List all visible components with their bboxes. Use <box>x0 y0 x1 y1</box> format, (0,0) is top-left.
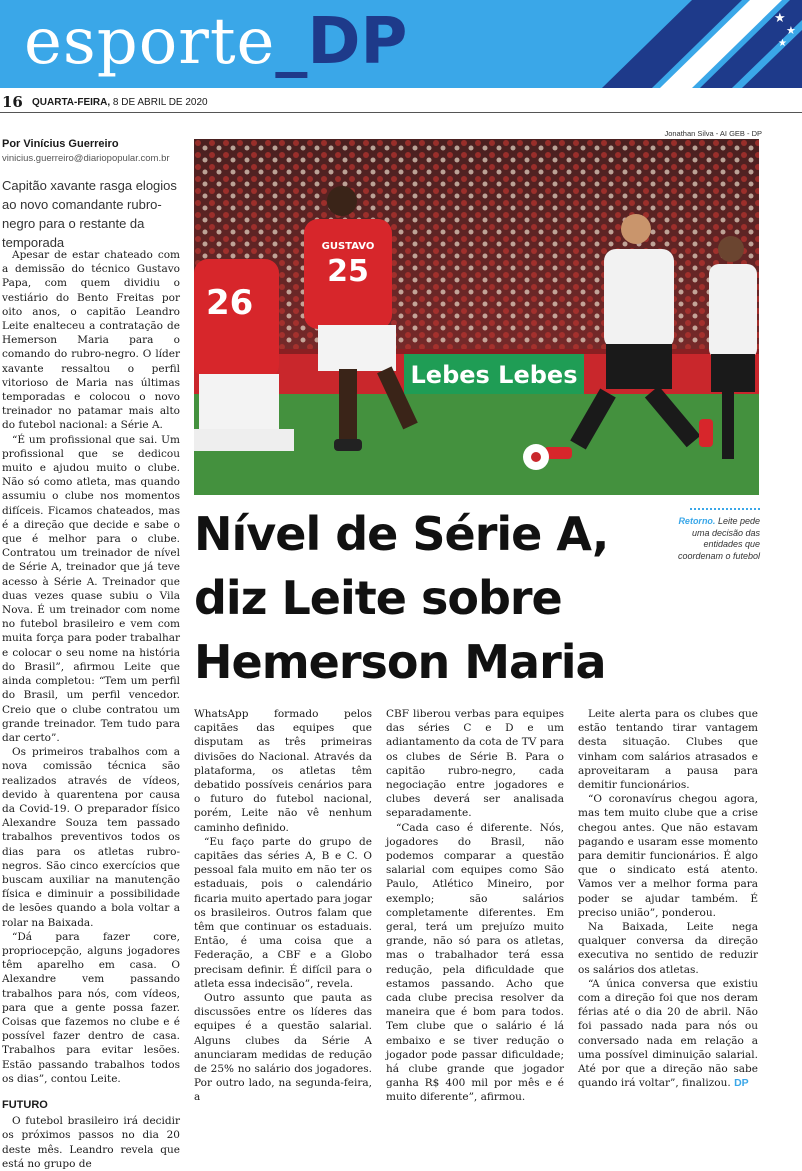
photo-caption <box>668 516 760 562</box>
jersey-number-center: 25 <box>327 254 369 289</box>
stripes-stars-decoration <box>542 0 802 88</box>
sponsor-text: Lebes Lebes <box>410 361 578 389</box>
subhead-futuro: FUTURO <box>2 1098 48 1111</box>
svg-text:★: ★ <box>778 38 787 49</box>
paragraph: Leite alerta para os clubes que estão tentando tirar vantagem desta situação. Clubes que vinham com salários atrasados e aproveitaram a pausa para demitir funcionários. <box>578 708 758 792</box>
section-word: esporte <box>24 5 276 79</box>
paragraph: Os primeiros trabalhos com a nova comissão técnica são realizados através de vídeos, devido à quarentena por causa da Covid-19. O preparador físico Alexandre Souza tem passado trabalhos preventivos todos os dias para os atletas rubro-negros. São cinco exercícios que buscam auxiliar na manutenção física e diminuir a possibilidade de lesões quando a bola voltar a rolar na Baixada. <box>2 746 180 929</box>
byline: Por Vinícius Guerreiro <box>2 138 119 150</box>
svg-text:★: ★ <box>774 11 786 26</box>
column-3 <box>386 707 564 1105</box>
issue-date <box>32 97 208 108</box>
paragraph: “O coronavírus chegou agora, mas tem muito clube que a crise chegou antes. Que não estavam pagando e usaram esse momento para demitir funcionários. É algo que o sindicato está atento. Vamos ver a melhor forma para poder se ajudar também. É preciso união”, ponderou. <box>578 793 758 919</box>
paragraph: “Dá para fazer core, propriocepção, alguns jogadores têm aparelho em casa. O Alexandre vem passando trabalhos para nós, com vídeos, para que a gente possa fazer. Coisas que fazemos no clube e é possível fazer dentro de casa. Trabalhos para evitar lesões. Estão passando trabalhos todos os dias”, contou Leite. <box>2 930 180 1085</box>
caption-text: Leite pede uma decisão das entidades que coordenam o futebol <box>677 516 760 561</box>
column-1 <box>2 248 180 1171</box>
section-banner <box>0 0 802 88</box>
paragraph: “Eu faço parte do grupo de capitães das séries A, B e C. O pessoal fala muito em não ter os estaduais, pois o calendário ficaria muito apertado para jogar os brasileiros. Outros falam que têm que continuar os estaduais. Então, é uma coisa que a Federação, a CBF e a Globo precisam definir. É difícil para o atleta essa indecisão”, revela. <box>194 835 372 990</box>
svg-text:★: ★ <box>786 24 796 37</box>
brand-logo: _DP <box>275 5 408 79</box>
column-2 <box>194 707 372 1105</box>
jersey-name: GUSTAVO <box>321 241 375 252</box>
jersey-number-left: 26 <box>206 283 254 323</box>
match-photo-illustration <box>194 139 759 495</box>
author-email: vinicius.guerreiro@diariopopular.com.br <box>2 153 170 164</box>
paragraph: Apesar de estar chateado com a demissão do técnico Gustavo Papa, com quem dividiu o vestiário do Bento Freitas por oito anos, o capitão Leandro Leite enalteceu a contratação de Hemerson Maria para o comando do rubro-negro. O líder xavante ressaltou o perfil vitorioso de Maria nas últimas temporadas e colocou o novo treinador no patamar mais alto do futebol nacional: a Série A. <box>2 249 180 432</box>
folio-rule <box>0 112 802 113</box>
page-number: 16 <box>2 93 23 111</box>
paragraph: Outro assunto que pauta as discussões entre os líderes das equipes é a questão salarial. Alguns clubes da Série A anunciaram medidas de redução de 25% no salário dos jogadores. Por outro lado, na segunda-feira, a <box>194 992 372 1104</box>
caption-rule <box>690 508 760 510</box>
section-title <box>24 0 407 86</box>
paragraph: “É um profissional que sai. Um profissional que se dedicou muito e ajudou muito o clube. Não só como atleta, mas quando assumiu o clube nos momentos difíceis. Ficamos chateados, mas é a direção que decide e sabe o que é melhor para o clube. Contratou um treinador de nível de Série A, treinador que já teve acesso à Série A. Treinador que duas vezes quase subiu o Vila Nova. É um treinador com nome no futebol brasileiro e vem com muita força para poder trabalhar e colocar o seu nome na história do Brasil”, afirmou Leite que ainda completou: “Tem um perfil do Brasil, um perfil vencedor. Creio que o clube contratou um grande treinador. Tem tudo para dar certo”. <box>2 433 180 744</box>
column-4 <box>578 707 758 1090</box>
match-photo <box>194 139 759 495</box>
weekday: QUARTA-FEIRA, <box>32 97 111 108</box>
end-mark: DP <box>734 1077 749 1090</box>
article-deck: Capitão xavante rasga elogios ao novo comandante rubro-negro para o restante da temporada <box>2 178 177 250</box>
paragraph: WhatsApp formado pelos capitães das equipes que disputam as três primeiras divisões do Nacional. Através da plataforma, os atletas têm debatido possíveis cenários para o futuro do futebol nacional, porém, Leite não vê nenhum caminho definido. <box>194 708 372 834</box>
date: 8 DE ABRIL DE 2020 <box>112 97 208 108</box>
headline: Nível de Série A, diz Leite sobre Hemerson Maria <box>194 507 609 689</box>
paragraph <box>578 977 758 1091</box>
paragraph: CBF liberou verbas para equipes das séries C e D e um adiantamento da cota de TV para os clubes de Série B. Para o capitão rubro-negro, cada negociação entre jogadores e clubes deverá ser analisada separadamente. <box>386 708 564 820</box>
paragraph: Na Baixada, Leite nega qualquer conversa da direção executiva no sentido de reduzir os salários dos atletas. <box>578 921 758 976</box>
paragraph: “Cada caso é diferente. Nós, jogadores do Brasil, não podemos comparar a questão salarial com equipes como São Paulo, Atlético Mineiro, por exemplo; são salários completamente diferentes. Em geral, terá um prejuízo muito grande, não só para os atletas, mas o trabalhador terá essa redução, pela dificuldade que estamos passando. Acho que cada clube precisa resolver da maneira que é bom para todos. Tem clube que o salário é lá embaixo e se tiver redução o jogador pode passar dificuldade; há clube grande que jogador ganha R$ 400 mil por mês e é muito diferente”, afirmou. <box>386 821 564 1104</box>
caption-lead: Retorno. <box>678 516 716 526</box>
photo-credit: Jonathan Silva - AI GEB - DP <box>664 129 762 138</box>
paragraph: O futebol brasileiro irá decidir os próximos passos no dia 20 deste mês. Leandro revela que está no grupo de <box>2 1115 180 1170</box>
folio-line <box>0 94 802 112</box>
paragraph-text: “A única conversa que existiu com a direção foi que nos deram férias até o dia 20 de abril. Não foi passado nada para nós ou conversado nada em relação a uma possível diminuição salarial. Até por que a direção não sabe quando irá voltar”, finalizou. <box>578 977 758 1090</box>
